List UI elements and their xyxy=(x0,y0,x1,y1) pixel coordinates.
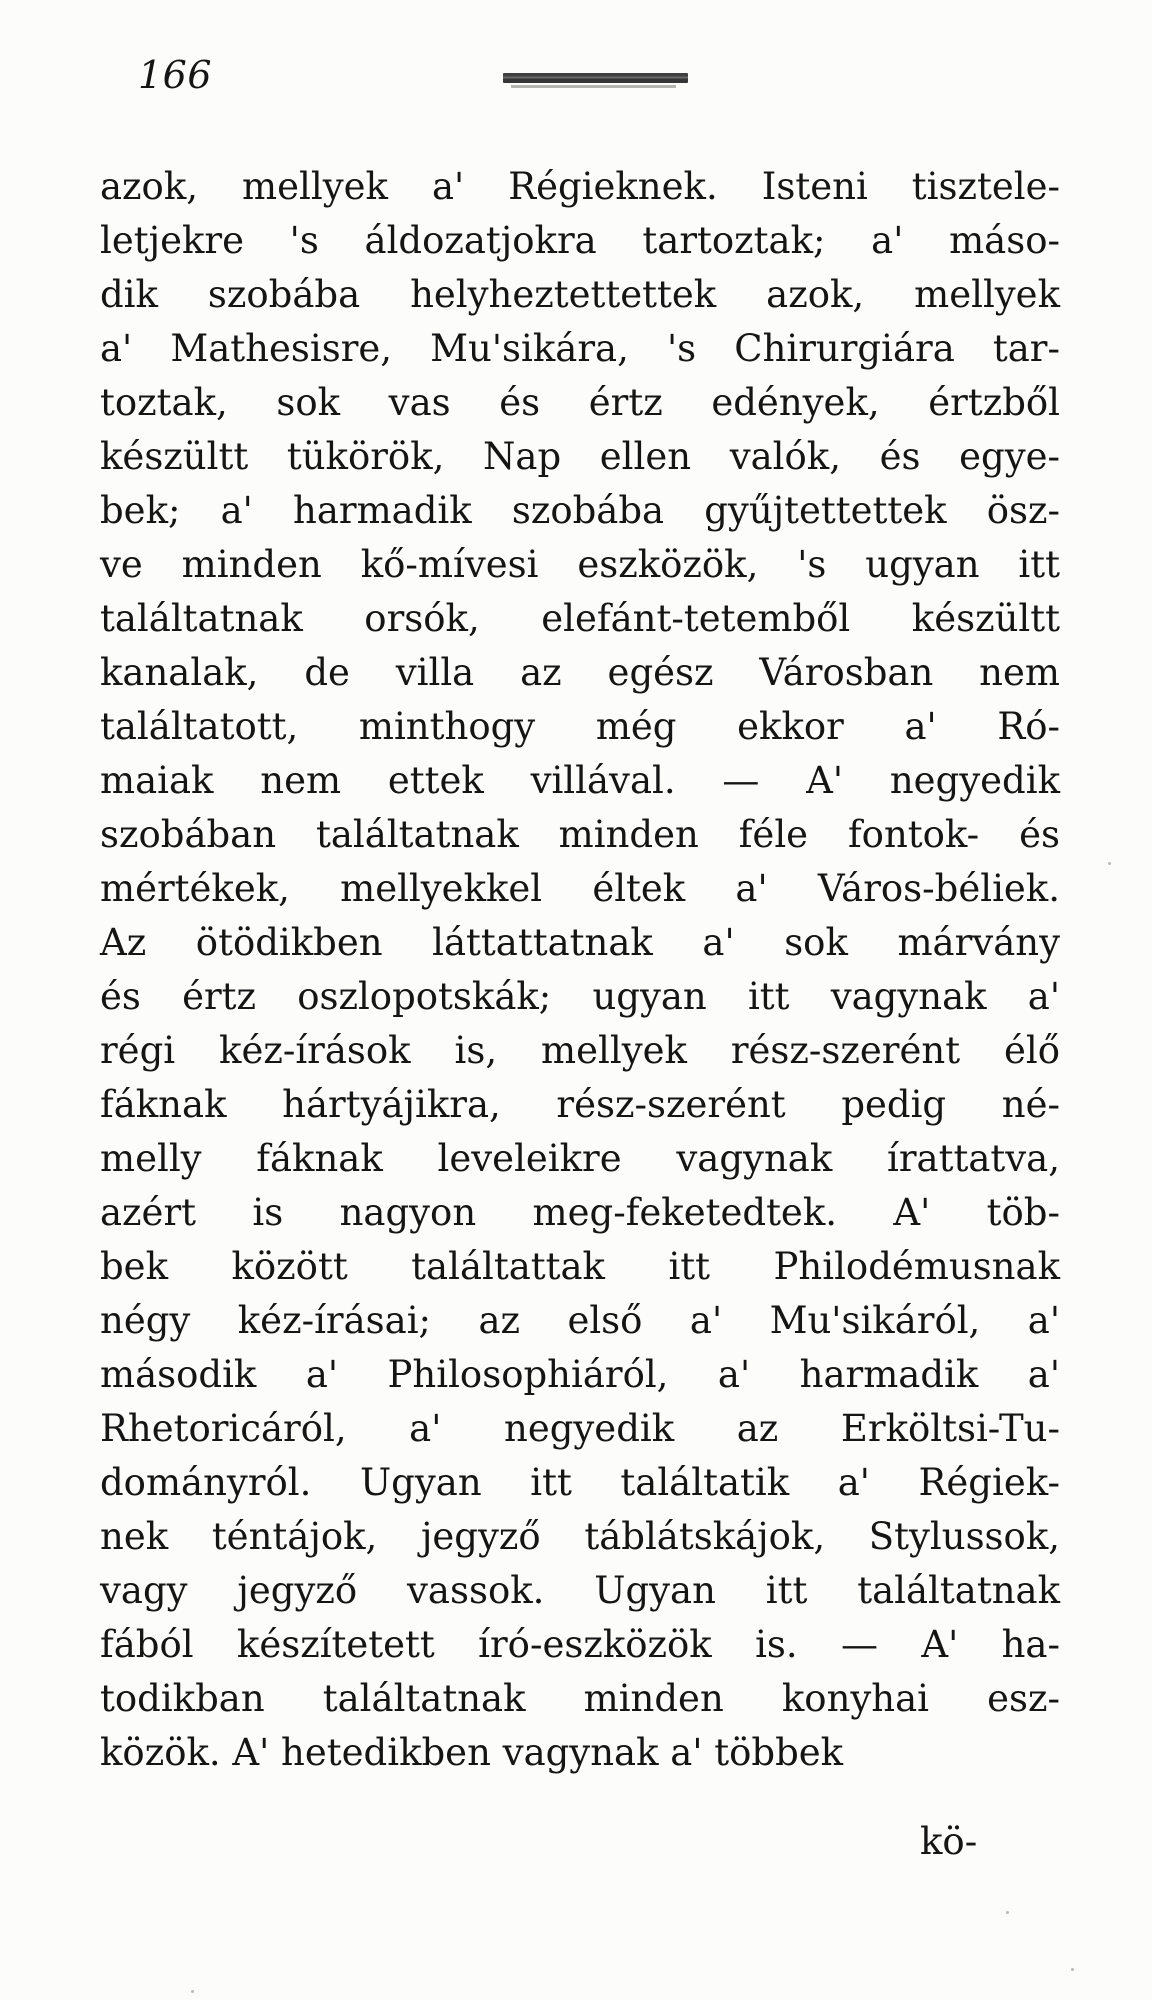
text-line: a' Mathesisre, Mu'sikára, 's Chirurgiára tar- xyxy=(100,327,1060,370)
text-line: Rhetoricáról, a' negyedik az Erköltsi-Tu- xyxy=(100,1407,1060,1450)
page-header xyxy=(0,0,1152,140)
text-line: bek között találtattak itt Philodémusnak xyxy=(100,1245,1060,1288)
paper-speck xyxy=(1108,862,1111,865)
text-line: négy kéz-írásai; az első a' Mu'sikáról, a' xyxy=(100,1299,1060,1342)
text-line: közök. A' hetedikben vagynak a' többek xyxy=(100,1731,844,1774)
text-line: Az ötödikben láttattatnak a' sok márvány xyxy=(100,921,1060,964)
text-line: todikban találtatnak minden konyhai esz- xyxy=(100,1677,1060,1720)
text-line: azért is nagyon meg-feketedtek. A' töb- xyxy=(100,1191,1060,1234)
text-line: fáknak hártyájikra, rész-szerént pedig né- xyxy=(100,1083,1060,1126)
paper-speck xyxy=(1006,1911,1009,1914)
text-line: készültt tükörök, Nap ellen valók, és egye- xyxy=(100,435,1060,478)
paper-speck xyxy=(191,1990,194,1993)
page-number: 166 xyxy=(138,53,213,97)
text-line: szobában találtatnak minden féle fontok- és xyxy=(100,813,1060,856)
text-line: második a' Philosophiáról, a' harmadik a' xyxy=(100,1353,1060,1396)
text-line: bek; a' harmadik szobába gyűjtettettek ösz- xyxy=(100,489,1060,532)
text-line: találtatott, minthogy még ekkor a' Ró- xyxy=(100,705,1060,748)
text-line: kanalak, de villa az egész Városban nem xyxy=(100,651,1060,694)
text-line: és értz oszlopotskák; ugyan itt vagynak a' xyxy=(100,975,1060,1018)
paper-speck xyxy=(1071,1968,1074,1971)
body-text xyxy=(100,160,1060,1870)
text-line: vagy jegyző vassok. Ugyan itt találtatnak xyxy=(100,1569,1060,1612)
catchword: kö- xyxy=(920,1820,978,1863)
text-line: régi kéz-írások is, mellyek rész-szerént élő xyxy=(100,1029,1060,1072)
text-line: fából készítetett író-eszközök is. — A' ha- xyxy=(100,1623,1060,1666)
text-line: nek téntájok, jegyző táblátskájok, Stylussok, xyxy=(100,1515,1060,1558)
text-line: ve minden kő-mívesi eszközök, 's ugyan itt xyxy=(100,543,1060,586)
text-line: letjekre 's áldozatjokra tartoztak; a' máso- xyxy=(100,219,1060,262)
text-line: maiak nem ettek villával. — A' negyedik xyxy=(100,759,1060,802)
text-line: azok, mellyek a' Régieknek. Isteni tisztele- xyxy=(100,165,1060,208)
text-line: találtatnak orsók, elefánt-tetemből készültt xyxy=(100,597,1060,640)
header-rule xyxy=(503,73,688,83)
text-line: mértékek, mellyekkel éltek a' Város-béliek. xyxy=(100,867,1060,910)
text-line: dományról. Ugyan itt találtatik a' Régiek- xyxy=(100,1461,1060,1504)
text-line: toztak, sok vas és értz edények, értzből xyxy=(100,381,1060,424)
text-line: melly fáknak leveleikre vagynak írattatva, xyxy=(100,1137,1060,1180)
text-line: dik szobába helyheztettettek azok, mellyek xyxy=(100,273,1060,316)
